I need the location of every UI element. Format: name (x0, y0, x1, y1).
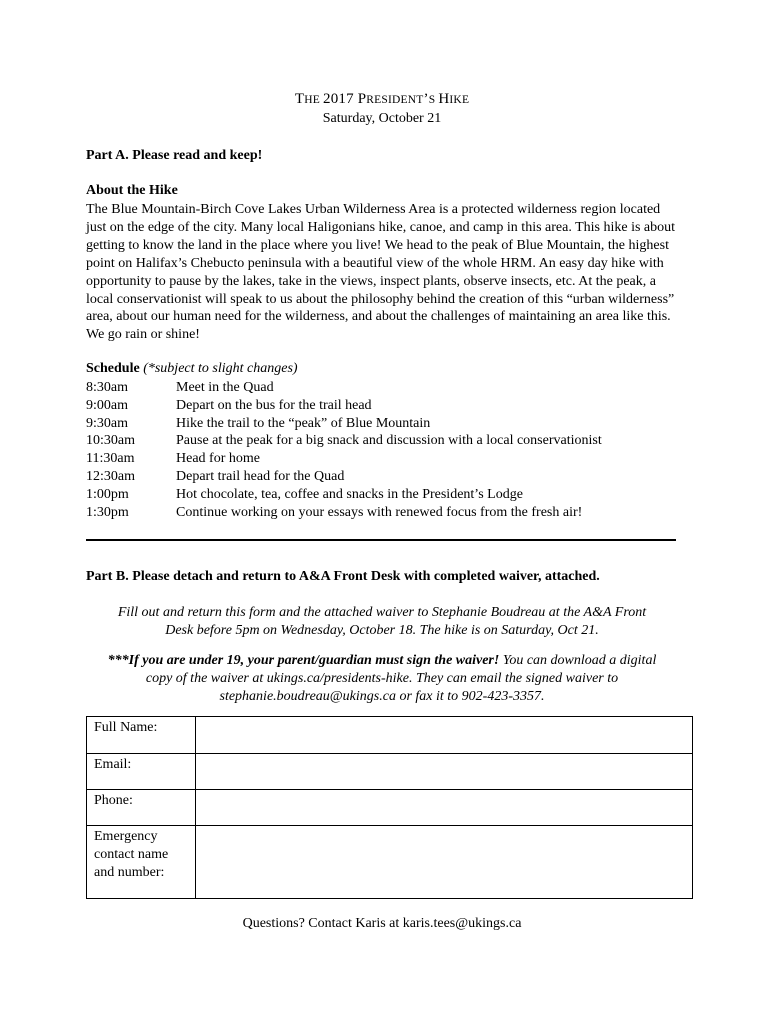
phone-field[interactable] (196, 790, 693, 826)
schedule-item: 1:30pm Continue working on your essays with renewed focus from the fresh air! (86, 504, 583, 520)
schedule-item: 9:00am Depart on the bus for the trail head (86, 397, 372, 413)
schedule-list (86, 379, 678, 521)
detach-divider (86, 539, 676, 541)
about-heading: About the Hike (86, 183, 178, 198)
email-field[interactable] (196, 754, 693, 790)
hike-date: Saturday, October 21 (322, 111, 442, 126)
email-label: Email: (87, 754, 196, 790)
phone-label: Phone: (87, 790, 196, 826)
part-a-heading: Part A. Please read and keep! (86, 148, 263, 163)
full-name-field[interactable] (196, 717, 693, 754)
schedule-item: 12:30am Depart trail head for the Quad (86, 468, 345, 484)
registration-form (86, 716, 693, 899)
schedule-item: 10:30am Pause at the peak for a big snack and discussion with a local conservationist (86, 433, 602, 449)
about-paragraph: The Blue Mountain-Birch Cove Lakes Urban Wilderness Area is a protected wilderness region located just on the edge of the city. Many local Haligonians hike, canoe, and camp in this area. This hike is about getting to know the land in the place where you live! We head to the peak of Blue Mountain, the highest point on Halifax’s Chebucto peninsula with a beautiful view of the whole HRM. An easy day hike with opportunity to pause by the lakes, take in the views, inspect plants, observe insects, etc. At the peak, a local conservationist will speak to us about the philosophy behind the creation of this “urban wilderness” area, about our human need for the wilderness, and about the challenges of maintaining an area like this. We go rain or shine! (86, 202, 676, 343)
emergency-contact-field[interactable] (196, 826, 693, 899)
guardian-notice: ***If you are under 19, your parent/guardian must sign the waiver! You can download a digital copy of the waiver at ukings.ca/presidents-hike. They can email the signed waiver to stephanie.boudreau@ukings.ca or fax it to 902-423-3357. (107, 653, 657, 704)
emergency-contact-label: Emergency contact name and number: (87, 826, 196, 899)
instructions: Fill out and return this form and the attached waiver to Stephanie Boudreau at the A&A Front Desk before 5pm on Wednesday, October 18. The hike is on Saturday, Oct 21. (117, 605, 647, 638)
page-title: THE 2017 PRESIDENT’S HIKE (294, 91, 470, 107)
full-name-label: Full Name: (87, 717, 196, 754)
part-b-heading: Part B. Please detach and return to A&A Front Desk with completed waiver, attached. (86, 569, 600, 584)
schedule-item: 11:30am Head for home (86, 451, 260, 467)
contact-footer: Questions? Contact Karis at karis.tees@ukings.ca (242, 916, 522, 931)
schedule-item: 1:00pm Hot chocolate, tea, coffee and snacks in the President’s Lodge (86, 486, 523, 502)
schedule-item: 8:30am Meet in the Quad (86, 380, 274, 395)
schedule-heading: Schedule (*subject to slight changes) (86, 361, 298, 376)
schedule-item: 9:30am Hike the trail to the “peak” of Blue Mountain (86, 415, 431, 431)
